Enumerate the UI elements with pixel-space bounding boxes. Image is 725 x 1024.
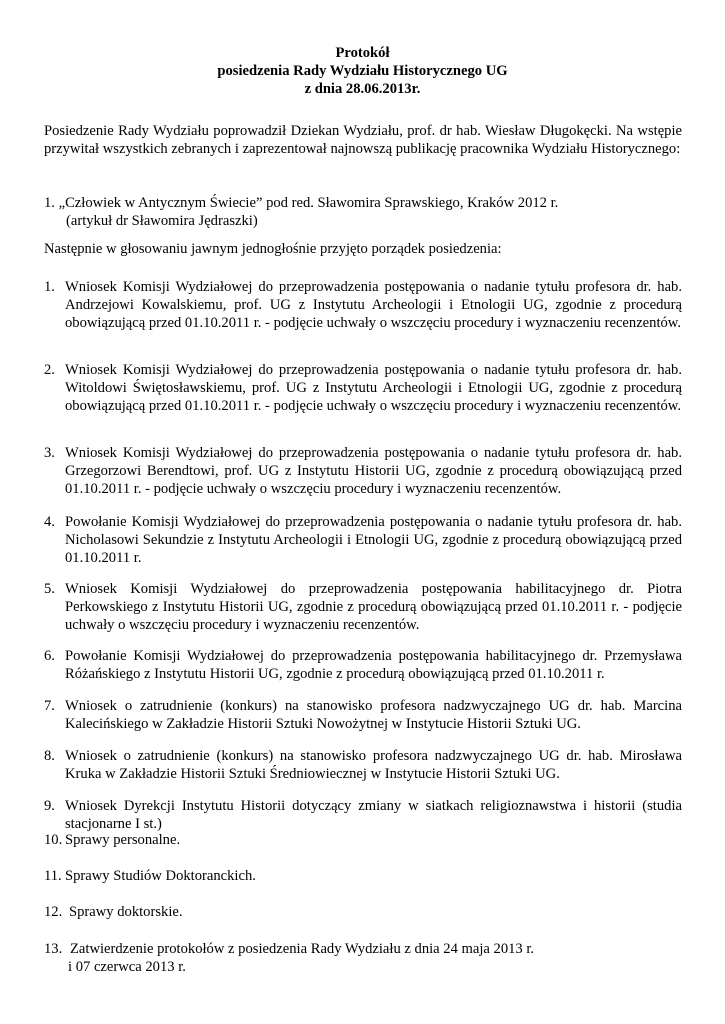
agenda-intro: Następnie w głosowaniu jawnym jednogłośnie przyjęto porządek posiedzenia:: [44, 241, 502, 257]
agenda-item-9: [44, 797, 682, 833]
agenda-item-10: [44, 831, 682, 849]
agenda-item-text: Wniosek Komisji Wydziałowej do przeprowadzenia postępowania o nadanie tytułu profesora dr. hab. Witoldowi Świętosławskiemu, prof. UG z Instytutu Archeologii i Etnologii UG, zgodnie z procedurą obowiązującą przed 01.10.2011 r. - podjęcie uchwały o wszczęciu procedury i wyznaczeniu recenzentów.: [65, 362, 682, 415]
agenda-item-number: 12.: [44, 904, 63, 920]
publication-entry: [44, 194, 682, 230]
title-meeting: posiedzenia Rady Wydziału Historycznego UG: [217, 63, 508, 79]
agenda-item-text: Wniosek Komisji Wydziałowej do przeprowadzenia postępowania habilitacyjnego dr. Piotra Perkowskiego z Instytutu Historii UG, zgodnie z procedurą obowiązującą przed 01.10.2011 r. - podjęcie uchwały o wszczęciu procedury i wyznaczeniu recenzentów.: [65, 581, 682, 634]
agenda-item-13: [44, 940, 682, 976]
agenda-item-1: [44, 278, 682, 333]
agenda-item-text: Zatwierdzenie protokołów z posiedzenia Rady Wydziału z dnia 24 maja 2013 r.: [70, 941, 535, 957]
agenda-item-7: [44, 697, 682, 733]
document-header: [0, 44, 725, 98]
publication-title: 1. „Człowiek w Antycznym Świecie” pod red. Sławomira Sprawskiego, Kraków 2012 r.: [44, 195, 559, 211]
agenda-item-12: [44, 903, 682, 921]
agenda-item-text: Wniosek Komisji Wydziałowej do przeprowadzenia postępowania o nadanie tytułu profesora dr. hab. Grzegorzowi Berendtowi, prof. UG z Instytutu Historii UG, zgodnie z procedurą obowiązującą przed 01.10.2011 r. - podjęcie uchwały o wszczęciu procedury i wyznaczeniu recenzentów.: [65, 445, 682, 498]
agenda-item-11: [44, 867, 682, 885]
agenda-item-text: Wniosek o zatrudnienie (konkurs) na stanowisko profesora nadzwyczajnego UG dr. hab. Marcina Kalecińskiego w Zakładzie Historii Sztuki Nowożytnej w Instytucie Historii Sztuki UG.: [65, 698, 682, 733]
agenda-item-number: 6.: [44, 648, 55, 664]
agenda-item-2: [44, 361, 682, 416]
title-protocol: Protokół: [335, 45, 390, 61]
agenda-item-number: 13.: [44, 941, 63, 957]
agenda-item-text: Powołanie Komisji Wydziałowej do przeprowadzenia postępowania o nadanie tytułu profesora dr. hab. Nicholasowi Sekundzie z Instytutu Archeologii i Etnologii UG, zgodnie z procedurą obowiązującą przed 01.10.2011 r.: [65, 514, 682, 567]
agenda-item-number: 10.: [44, 832, 63, 848]
agenda-item-3: [44, 444, 682, 499]
agenda-item-4: [44, 513, 682, 568]
agenda-item-text: Wniosek Dyrekcji Instytutu Historii dotyczący zmiany w siatkach religioznawstwa i historii (studia stacjonarne I st.): [65, 798, 682, 833]
agenda-item-text: Wniosek o zatrudnienie (konkurs) na stanowisko profesora nadzwyczajnego UG dr. hab. Mirosława Kruka w Zakładzie Historii Sztuki Średniowiecznej w Instytucie Historii Sztuki UG.: [65, 748, 682, 783]
agenda-item-6: [44, 647, 682, 683]
agenda-item-number: 4.: [44, 514, 55, 530]
agenda-item-number: 11.: [44, 868, 62, 884]
agenda-item-text: Wniosek Komisji Wydziałowej do przeprowadzenia postępowania o nadanie tytułu profesora dr. hab. Andrzejowi Kowalskiemu, prof. UG z Instytutu Archeologii i Etnologii UG, zgodnie z procedurą obowiązującą przed 01.10.2011 r. - podjęcie uchwały o wszczęciu procedury i wyznaczeniu recenzentów.: [65, 279, 682, 332]
publication-note: (artykuł dr Sławomira Jędraszki): [66, 213, 258, 230]
agenda-item-text-continuation: i 07 czerwca 2013 r.: [68, 959, 186, 976]
agenda-item-number: 3.: [44, 445, 55, 461]
agenda-item-number: 9.: [44, 798, 55, 814]
agenda-item-number: 5.: [44, 581, 55, 597]
agenda-item-number: 1.: [44, 279, 55, 295]
agenda-item-number: 7.: [44, 698, 55, 714]
agenda-item-number: 8.: [44, 748, 55, 764]
agenda-item-text: Powołanie Komisji Wydziałowej do przeprowadzenia postępowania habilitacyjnego dr. Przemysława Różańskiego z Instytutu Historii UG, zgodnie z procedurą obowiązującą przed 01.10.2011 r.: [65, 648, 682, 683]
intro-paragraph: Posiedzenie Rady Wydziału poprowadził Dziekan Wydziału, prof. dr hab. Wiesław Długokęcki. Na wstępie przywitał wszystkich zebranych i zaprezentował najnowszą publikację pracownika Wydziału Historycznego:: [44, 123, 682, 158]
agenda-item-text: Sprawy Studiów Doktoranckich.: [65, 868, 256, 884]
agenda-item-number: 2.: [44, 362, 55, 378]
agenda-item-text: Sprawy personalne.: [65, 832, 181, 848]
agenda-item-text: Sprawy doktorskie.: [69, 904, 183, 920]
agenda-item-5: [44, 580, 682, 635]
title-date: z dnia 28.06.2013r.: [304, 81, 421, 97]
agenda-item-8: [44, 747, 682, 783]
